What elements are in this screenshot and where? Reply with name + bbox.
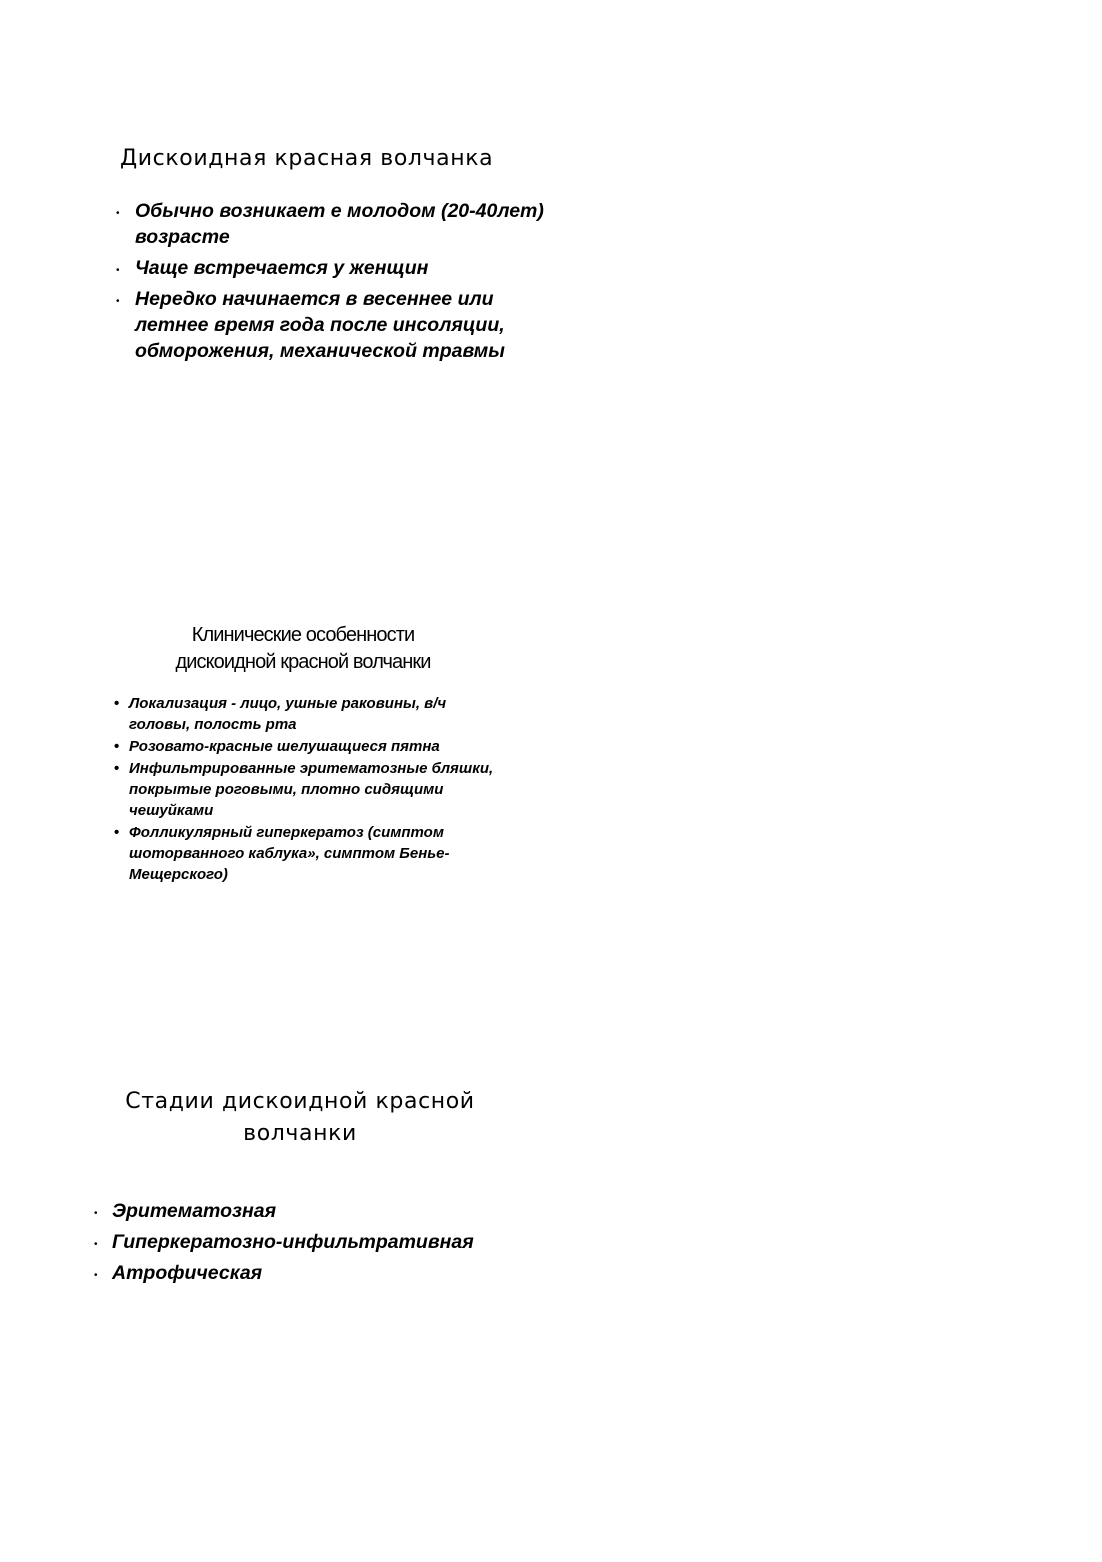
list-item: [108, 736, 508, 757]
slide-title: [108, 622, 498, 676]
slide-discoid-lupus: [116, 142, 560, 369]
list-item: [116, 255, 560, 281]
list-item: [90, 1260, 560, 1286]
bullet-icon: •: [94, 1208, 98, 1219]
list-item-text: Локализация - лицо, ушные раковины, в/ч головы, полость рта: [129, 695, 447, 733]
bullet-icon: •: [116, 265, 120, 276]
list-item: [90, 1229, 560, 1255]
slide-title-line-2: дискоидной красной волчанки: [175, 651, 431, 673]
slide-clinical-features: [108, 622, 508, 886]
bullet-icon: •: [114, 738, 120, 755]
list-item-text: Розовато-красные шелушащиеся пятна: [129, 738, 440, 755]
slide-title-line-1: Клинические особенности: [191, 624, 415, 646]
list-item-text: Фолликулярный гиперкератоз (симптом шоторванного каблука», симптом Бенье-Мещерского): [129, 824, 450, 883]
list-item-text: Инфильтрированные эритематозные бляшки, покрытые роговыми, плотно сидящими чешуйками: [129, 760, 494, 819]
bullet-icon: •: [114, 760, 120, 777]
list-item-text: Обычно возникает е молодом (20-40лет) возрасте: [135, 200, 544, 248]
list-item: [90, 1198, 560, 1224]
bullet-icon: •: [116, 208, 120, 219]
bullet-icon: •: [114, 695, 120, 712]
bullet-list: [116, 198, 560, 364]
slide-title: Стадии дискоидной красной волчанки: [125, 1089, 475, 1146]
bullet-icon: •: [94, 1239, 98, 1250]
bullet-list: [90, 1198, 560, 1286]
slide-title: Дискоидная красная волчанка: [120, 146, 494, 171]
list-item: [108, 693, 508, 735]
list-item: [108, 758, 508, 821]
bullet-icon: •: [94, 1270, 98, 1281]
list-item-text: Гиперкератозно-инфильтративная: [112, 1231, 474, 1253]
slide-stages: [90, 1086, 560, 1291]
list-item: [116, 286, 560, 364]
bullet-icon: •: [116, 296, 120, 307]
list-item-text: Нередко начинается в весеннее или летнее время года после инсоляции, обморожения, механической травмы: [135, 288, 505, 362]
list-item-text: Эритематозная: [112, 1200, 277, 1222]
list-item-text: Атрофическая: [112, 1262, 263, 1284]
bullet-list: [108, 693, 508, 885]
list-item: [108, 822, 508, 885]
bullet-icon: •: [114, 824, 120, 841]
list-item: [116, 198, 560, 250]
list-item-text: Чаще встречается у женщин: [135, 257, 429, 279]
